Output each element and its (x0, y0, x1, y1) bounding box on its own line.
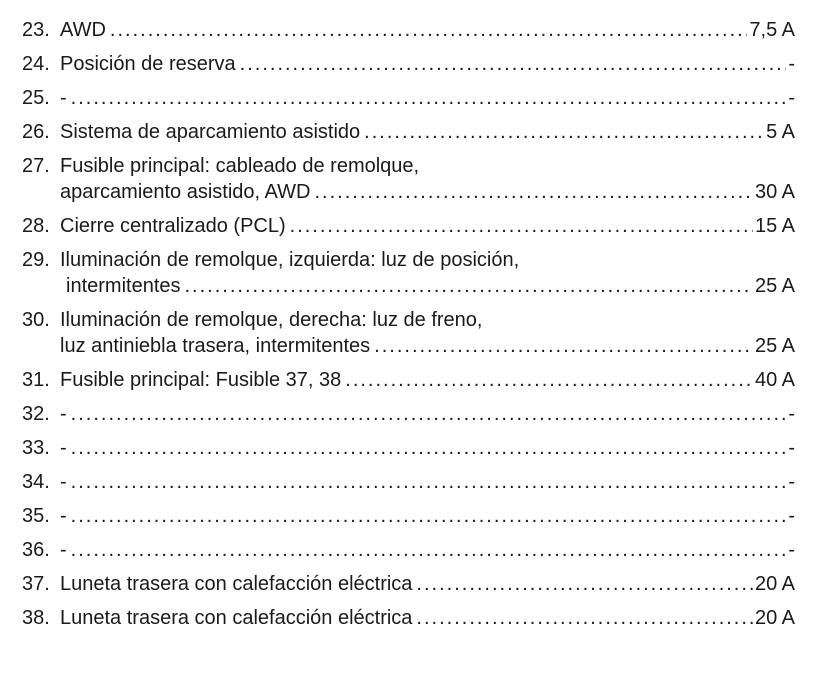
fuse-amperage: 40 A (754, 369, 795, 391)
fuse-amperage: - (788, 539, 795, 561)
fuse-amperage: - (788, 53, 795, 75)
fuse-row (22, 571, 795, 597)
fuse-row (22, 605, 795, 631)
fuse-description: AWD (60, 19, 106, 41)
fuse-row (22, 401, 795, 427)
fuse-line (60, 119, 795, 145)
fuse-line (60, 605, 795, 631)
leader-dots (71, 469, 787, 495)
leader-dots (71, 85, 787, 111)
fuse-amperage: - (788, 471, 795, 493)
fuse-amperage: 7,5 A (749, 19, 795, 41)
fuse-number: 28. (22, 215, 50, 237)
fuse-entry (60, 51, 795, 77)
fuse-description: Fusible principal: Fusible 37, 38 (60, 369, 342, 391)
fuse-line (60, 17, 795, 43)
fuse-line (60, 537, 795, 563)
fuse-description: Cierre centralizado (PCL) (60, 215, 286, 237)
fuse-number: 34. (22, 471, 50, 493)
fuse-number: 32. (22, 403, 50, 425)
fuse-amperage: 20 A (754, 573, 795, 595)
fuse-description: Iluminación de remolque, izquierda: luz de posición, (60, 249, 520, 271)
fuse-line (60, 51, 795, 77)
fuse-row (22, 51, 795, 77)
fuse-amperage: 5 A (766, 121, 795, 143)
fuse-amperage: 30 A (754, 181, 795, 203)
fuse-number: 30. (22, 309, 50, 331)
fuse-description: - (60, 403, 67, 425)
fuse-row (22, 307, 795, 359)
leader-dots (71, 401, 787, 427)
fuse-description: - (60, 539, 67, 561)
fuse-list (22, 17, 795, 639)
fuse-number: 37. (22, 573, 50, 595)
fuse-line (60, 571, 795, 597)
fuse-line (60, 213, 795, 239)
leader-dots (185, 273, 753, 299)
leader-dots (416, 605, 753, 631)
fuse-line (60, 503, 795, 529)
fuse-entry (60, 537, 795, 563)
leader-dots (110, 17, 747, 43)
fuse-amperage: 15 A (754, 215, 795, 237)
fuse-row (22, 367, 795, 393)
fuse-line (60, 401, 795, 427)
fuse-number: 35. (22, 505, 50, 527)
fuse-number: 25. (22, 87, 50, 109)
fuse-entry (60, 367, 795, 393)
fuse-entry (60, 119, 795, 145)
leader-dots (240, 51, 787, 77)
fuse-amperage: 25 A (754, 335, 795, 357)
fuse-amperage: 25 A (754, 275, 795, 297)
fuse-entry (60, 571, 795, 597)
fuse-number: 26. (22, 121, 50, 143)
fuse-line (60, 85, 795, 111)
leader-dots (416, 571, 753, 597)
fuse-row (22, 213, 795, 239)
fuse-entry (60, 401, 795, 427)
fuse-amperage: - (788, 87, 795, 109)
fuse-description: Fusible principal: cableado de remolque, (60, 155, 420, 177)
fuse-description: aparcamiento asistido, AWD (60, 181, 311, 203)
fuse-number: 31. (22, 369, 50, 391)
fuse-description: - (60, 87, 67, 109)
fuse-number: 23. (22, 19, 50, 41)
fuse-description: Sistema de aparcamiento asistido (60, 121, 361, 143)
fuse-description: Iluminación de remolque, derecha: luz de freno, (60, 309, 483, 331)
fuse-amperage: - (788, 505, 795, 527)
fuse-row (22, 469, 795, 495)
fuse-entry (60, 85, 795, 111)
fuse-row (22, 153, 795, 205)
fuse-description: Luneta trasera con calefacción eléctrica (60, 607, 413, 629)
fuse-number: 24. (22, 53, 50, 75)
fuse-description: - (60, 437, 67, 459)
fuse-amperage: - (788, 437, 795, 459)
fuse-row (22, 119, 795, 145)
fuse-entry (60, 307, 795, 359)
fuse-line (60, 273, 795, 299)
fuse-amperage: - (788, 403, 795, 425)
leader-dots (71, 537, 787, 563)
leader-dots (314, 179, 752, 205)
fuse-line (60, 469, 795, 495)
fuse-description: intermitentes (66, 275, 181, 297)
fuse-description: Luneta trasera con calefacción eléctrica (60, 573, 413, 595)
fuse-row (22, 247, 795, 299)
fuse-amperage: 20 A (754, 607, 795, 629)
fuse-row (22, 17, 795, 43)
fuse-entry (60, 17, 795, 43)
fuse-line (60, 179, 795, 205)
fuse-number: 29. (22, 249, 50, 271)
leader-dots (374, 333, 753, 359)
fuse-row (22, 85, 795, 111)
fuse-entry (60, 213, 795, 239)
fuse-description: - (60, 505, 67, 527)
fuse-description: - (60, 471, 67, 493)
leader-dots (71, 435, 787, 461)
fuse-entry (60, 605, 795, 631)
leader-dots (290, 213, 753, 239)
fuse-number: 27. (22, 155, 50, 177)
fuse-description: Posición de reserva (60, 53, 236, 75)
leader-dots (71, 503, 787, 529)
fuse-row (22, 435, 795, 461)
fuse-entry (60, 435, 795, 461)
fuse-description: luz antiniebla trasera, intermitentes (60, 335, 371, 357)
fuse-number: 36. (22, 539, 50, 561)
fuse-row (22, 503, 795, 529)
fuse-line (60, 367, 795, 393)
fuse-entry (60, 503, 795, 529)
fuse-line (60, 333, 795, 359)
fuse-row (22, 537, 795, 563)
fuse-entry (60, 153, 795, 205)
leader-dots (345, 367, 753, 393)
leader-dots (364, 119, 764, 145)
fuse-entry (60, 469, 795, 495)
fuse-number: 33. (22, 437, 50, 459)
fuse-number: 38. (22, 607, 50, 629)
fuse-line (60, 435, 795, 461)
fuse-entry (60, 247, 795, 299)
